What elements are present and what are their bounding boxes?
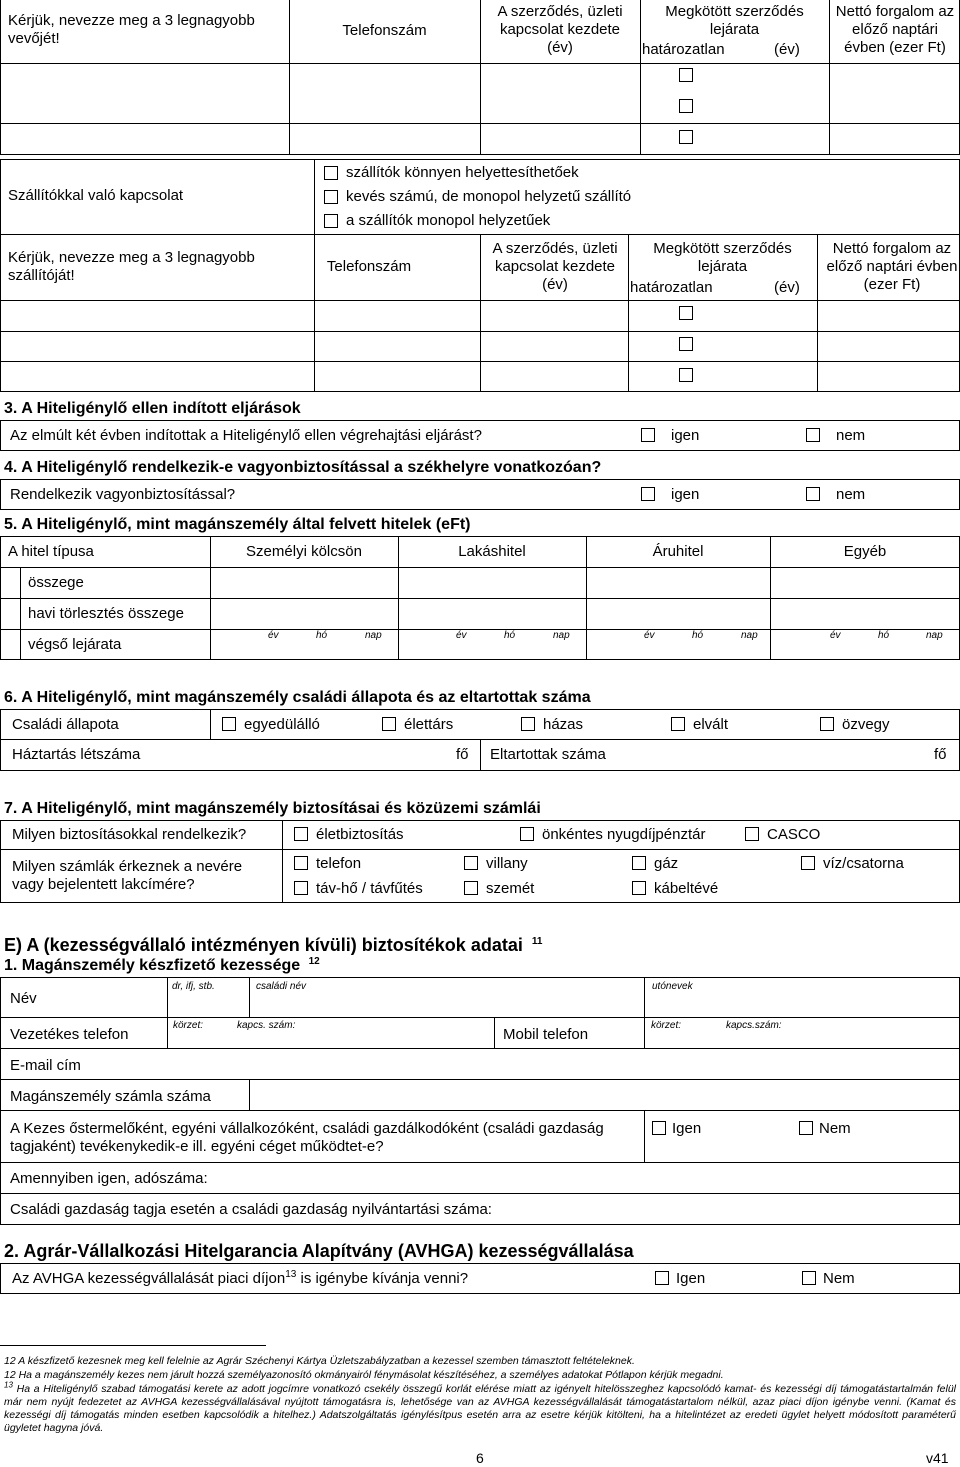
s6-divorced-label: elvált — [693, 716, 729, 733]
s7-ins-question: Milyen biztosításokkal rendelkezik? — [12, 826, 247, 843]
s5-c4-nap: nap — [926, 630, 943, 641]
s7-waste-checkbox[interactable] — [464, 881, 478, 895]
s6-partner-checkbox[interactable] — [382, 717, 396, 731]
s7-heading: 7. A Hiteligénylő, mint magánszemély biztosításai és közüzemi számlái — [4, 800, 541, 817]
e-avhga-footnote-ref: 13 — [285, 1269, 297, 1280]
s6-divorced-checkbox[interactable] — [671, 717, 685, 731]
e-farmer-question: A Kezes őstermelőként, egyéni vállalkozóként, családi gazdálkodóként (családi gazdaság tagjaként) tevékenykedik-e ill. egyéni céget működtet-e? — [10, 1120, 604, 1155]
s7-pension-checkbox[interactable] — [520, 827, 534, 841]
version-label: v41 — [926, 1450, 949, 1466]
s7-life-label: életbiztosítás — [316, 826, 404, 843]
s5-c1-ev: év — [268, 630, 279, 641]
s7-heating-label: táv-hő / távfűtés — [316, 880, 423, 897]
s5-col2: Lakáshitel — [458, 543, 526, 560]
e-name-label: Név — [10, 990, 37, 1007]
customers-col-indef: határozatlan — [642, 41, 725, 58]
s5-c4-ho: hó — [878, 630, 890, 641]
e-heading-footnote-ref: 11 — [531, 936, 543, 947]
s3-question: Az elmúlt két évben indítottak a Hiteligénylő ellen végrehajtási eljárást? — [10, 427, 482, 444]
suppliers-col-year: (év) — [774, 279, 800, 296]
s4-heading: 4. A Hiteligénylő rendelkezik-e vagyonbiztosítással a székhelyre vonatkozóan? — [4, 459, 602, 476]
s6-single-label: egyedülálló — [244, 716, 320, 733]
customer-1-indefinite-checkbox[interactable] — [679, 68, 693, 82]
customers-col-phone: Telefonszám — [342, 22, 427, 39]
s5-c3-nap: nap — [741, 630, 758, 641]
supplier-opt1-label: szállítók könnyen helyettesíthetőek — [346, 164, 579, 181]
footnote-12a: 12 A készfizető kezesnek meg kell felelnie az Agrár Széchenyi Kártya Üzletszabályzatban a kezessel szemben támasztott feltételeknek. — [4, 1355, 635, 1367]
s7-phone-checkbox[interactable] — [294, 856, 308, 870]
e-sub2: 2. Agrár-Vállalkozási Hitelgarancia Alapítvány (AVHGA) kezességvállalása — [4, 1241, 634, 1261]
supplier-3-indefinite-checkbox[interactable] — [679, 368, 693, 382]
s6-heading: 6. A Hiteligénylő, mint magánszemély családi állapota és az eltartottak száma — [4, 689, 591, 706]
s5-c2-nap: nap — [553, 630, 570, 641]
suppliers-label: Szállítókkal való kapcsolat — [8, 187, 184, 204]
suppliers-col-turnover: Nettó forgalom az előző naptári évben (ezer Ft) — [826, 240, 958, 293]
supplier-opt3-label: a szállítók monopol helyzetűek — [346, 212, 551, 229]
s3-yes-label: igen — [671, 427, 700, 444]
e-farmer-no-checkbox[interactable] — [799, 1121, 813, 1135]
supplier-2-indefinite-checkbox[interactable] — [679, 337, 693, 351]
s5-heading: 5. A Hiteligénylő, mint magánszemély által felvett hitelek (eFt) — [4, 516, 471, 533]
e-mobile-label: Mobil telefon — [503, 1026, 589, 1043]
page-number: 6 — [476, 1450, 484, 1466]
e-avhga-question — [12, 1270, 468, 1288]
s7-life-checkbox[interactable] — [294, 827, 308, 841]
s4-yes-checkbox[interactable] — [641, 487, 655, 501]
e-heading — [4, 935, 542, 955]
s6-dependents-label: Eltartottak száma — [490, 746, 606, 763]
e-landline-number-hint: kapcs. szám: — [237, 1020, 296, 1031]
s3-no-label: nem — [836, 427, 866, 444]
s6-married-checkbox[interactable] — [521, 717, 535, 731]
e-name-given-hint: utónevek — [652, 981, 693, 992]
s5-row1: összege — [28, 574, 84, 591]
e-name-prefix-hint: dr, ifj, stb. — [172, 981, 215, 992]
s5-col4: Egyéb — [843, 543, 887, 560]
s7-water-label: víz/csatorna — [823, 855, 904, 872]
s6-widowed-label: özvegy — [842, 716, 890, 733]
s6-partner-label: élettárs — [404, 716, 454, 733]
s7-casco-label: CASCO — [767, 826, 821, 843]
e-landline-area-hint: körzet: — [173, 1020, 204, 1031]
s7-casco-checkbox[interactable] — [745, 827, 759, 841]
suppliers-col-phone: Telefonszám — [326, 258, 412, 275]
s5-c1-nap: nap — [365, 630, 382, 641]
e-avhga-no-label: Nem — [823, 1270, 855, 1287]
s6-dependents-unit: fő — [934, 746, 947, 763]
s6-married-label: házas — [543, 716, 584, 733]
customers-col-start: A szerződés, üzleti kapcsolat kezdete (év) — [497, 3, 623, 56]
s3-yes-checkbox[interactable] — [641, 428, 655, 442]
supplier-opt2-checkbox[interactable] — [324, 190, 338, 204]
s4-no-checkbox[interactable] — [806, 487, 820, 501]
s5-col-type: A hitel típusa — [8, 543, 94, 560]
suppliers-col-indef: határozatlan — [630, 279, 713, 296]
s6-household-label: Háztartás létszáma — [12, 746, 141, 763]
s7-waste-label: szemét — [486, 880, 535, 897]
footnote-12b: 12 Ha a magánszemély kezes nem járult hozzá személyazonosító okmányairól fénymásolat készítéséhez, a személyes adatokat Pótlapon kérjük megadni. — [4, 1369, 724, 1381]
s7-cable-label: kábeltévé — [654, 880, 719, 897]
suppliers-col-contract: Megkötött szerződés lejárata — [653, 240, 792, 275]
footnote-13 — [4, 1380, 956, 1435]
customer-2-indefinite-checkbox[interactable] — [679, 99, 693, 113]
e-sub1 — [4, 957, 320, 975]
s7-gas-checkbox[interactable] — [632, 856, 646, 870]
s7-electricity-checkbox[interactable] — [464, 856, 478, 870]
s5-c2-ho: hó — [504, 630, 516, 641]
s7-cable-checkbox[interactable] — [632, 881, 646, 895]
s5-c3-ho: hó — [692, 630, 704, 641]
s4-question: Rendelkezik vagyonbiztosítással? — [10, 486, 236, 503]
e-farmer-yes-label: Igen — [672, 1120, 702, 1137]
s5-col1: Személyi kölcsön — [246, 543, 362, 560]
s6-household-unit: fő — [456, 746, 469, 763]
customer-3-indefinite-checkbox[interactable] — [679, 130, 693, 144]
supplier-1-indefinite-checkbox[interactable] — [679, 306, 693, 320]
customers-col-year: (év) — [774, 41, 800, 58]
s7-phone-label: telefon — [316, 855, 362, 872]
e-avhga-yes-label: Igen — [676, 1270, 706, 1287]
e-tax-label: Amennyiben igen, adószáma: — [10, 1170, 208, 1187]
s7-bills-question: Milyen számlák érkeznek a nevére vagy bejelentett lakcímére? — [12, 858, 243, 893]
s7-heating-checkbox[interactable] — [294, 881, 308, 895]
s3-no-checkbox[interactable] — [806, 428, 820, 442]
s5-c2-ev: év — [456, 630, 467, 641]
e-heading-text: E) A (kezességvállaló intézményen kívüli) biztosítékok adatai — [4, 935, 523, 955]
e-avhga-no-checkbox[interactable] — [802, 1271, 816, 1285]
s5-c1-ho: hó — [316, 630, 328, 641]
customers-col-contract: Megkötött szerződés lejárata — [665, 3, 804, 38]
s5-c3-ev: év — [644, 630, 655, 641]
supplier-opt3-checkbox[interactable] — [324, 214, 338, 228]
e-family-farm-label: Családi gazdaság tagja esetén a családi gazdaság nyilvántartási száma: — [10, 1201, 492, 1218]
footnote-13-text: Ha a Hiteligénylő szabad támogatási kerete az adott jogcímre vonatkozó csekély összegű korlát elérése miatt az igényelt hitelösszeghez kapcsolódó kamat- és kezességi díj támogatástartalmán felül már nem nyújt fedezetet az AVHGA kezességvállalásával nyújtott támogatásra is, lehetősége van az AVHGA kezességvállalását támogatástartalom nélkül, azaz piaci díjon igénybe venni. (Kamat és kezességi díj támogatás minden esetben kapcsolódik a hitelhez.) Adatszolgáltatás igénylésítpus esetén arra az esetre kérjük kitölteni, ha a hitelintézet az eredeti ügylet helyett módosított paraméterű ügyletet hagyna jóvá. — [4, 1383, 956, 1434]
e-sub1-footnote-ref: 12 — [308, 955, 320, 967]
e-mobile-number-hint: kapcs.szám: — [726, 1020, 782, 1031]
s4-no-label: nem — [836, 486, 866, 503]
s5-c4-ev: év — [830, 630, 841, 641]
s5-row2: havi törlesztés összege — [28, 605, 184, 622]
customers-col-turnover: Nettó forgalom az előző naptári évben (ezer Ft) — [835, 3, 955, 56]
s6-marital-label: Családi állapota — [12, 716, 119, 733]
e-account-label: Magánszemély számla száma — [10, 1088, 211, 1105]
e-email-label: E-mail cím — [10, 1057, 81, 1074]
suppliers-col-start: A szerződés, üzleti kapcsolat kezdete (év) — [492, 240, 618, 293]
e-farmer-no-label: Nem — [819, 1120, 851, 1137]
supplier-opt2-label: kevés számú, de monopol helyzetű szállító — [346, 188, 632, 205]
e-avhga-question-part1: Az AVHGA kezességvállalását piaci díjon — [12, 1270, 286, 1287]
s5-row3: végső lejárata — [28, 636, 122, 653]
e-mobile-area-hint: körzet: — [651, 1020, 682, 1031]
s4-yes-label: igen — [671, 486, 700, 503]
footnote-separator — [0, 1345, 266, 1346]
s7-water-checkbox[interactable] — [801, 856, 815, 870]
supplier-opt1-checkbox[interactable] — [324, 166, 338, 180]
s7-gas-label: gáz — [654, 855, 679, 872]
footnote-13-num: 13 — [4, 1380, 13, 1390]
customers-prompt: Kérjük, nevezze meg a 3 legnagyobb vevőjét! — [8, 12, 255, 47]
e-sub1-text: 1. Magánszemély készfizető kezessége — [4, 957, 301, 974]
s5-col3: Áruhitel — [652, 543, 704, 560]
e-name-family-hint: családi név — [256, 981, 307, 992]
s6-widowed-checkbox[interactable] — [820, 717, 834, 731]
e-farmer-yes-checkbox[interactable] — [652, 1121, 666, 1135]
s7-pension-label: önkéntes nyugdíjpénztár — [542, 826, 706, 843]
e-landline-label: Vezetékes telefon — [10, 1026, 129, 1043]
s3-heading: 3. A Hiteligénylő ellen indított eljárások — [4, 400, 301, 417]
s6-single-checkbox[interactable] — [222, 717, 236, 731]
s7-electricity-label: villany — [486, 855, 528, 872]
e-avhga-question-part2: is igénybe kívánja venni? — [296, 1270, 469, 1287]
suppliers-prompt: Kérjük, nevezze meg a 3 legnagyobb szállítóját! — [8, 249, 255, 284]
e-avhga-yes-checkbox[interactable] — [655, 1271, 669, 1285]
